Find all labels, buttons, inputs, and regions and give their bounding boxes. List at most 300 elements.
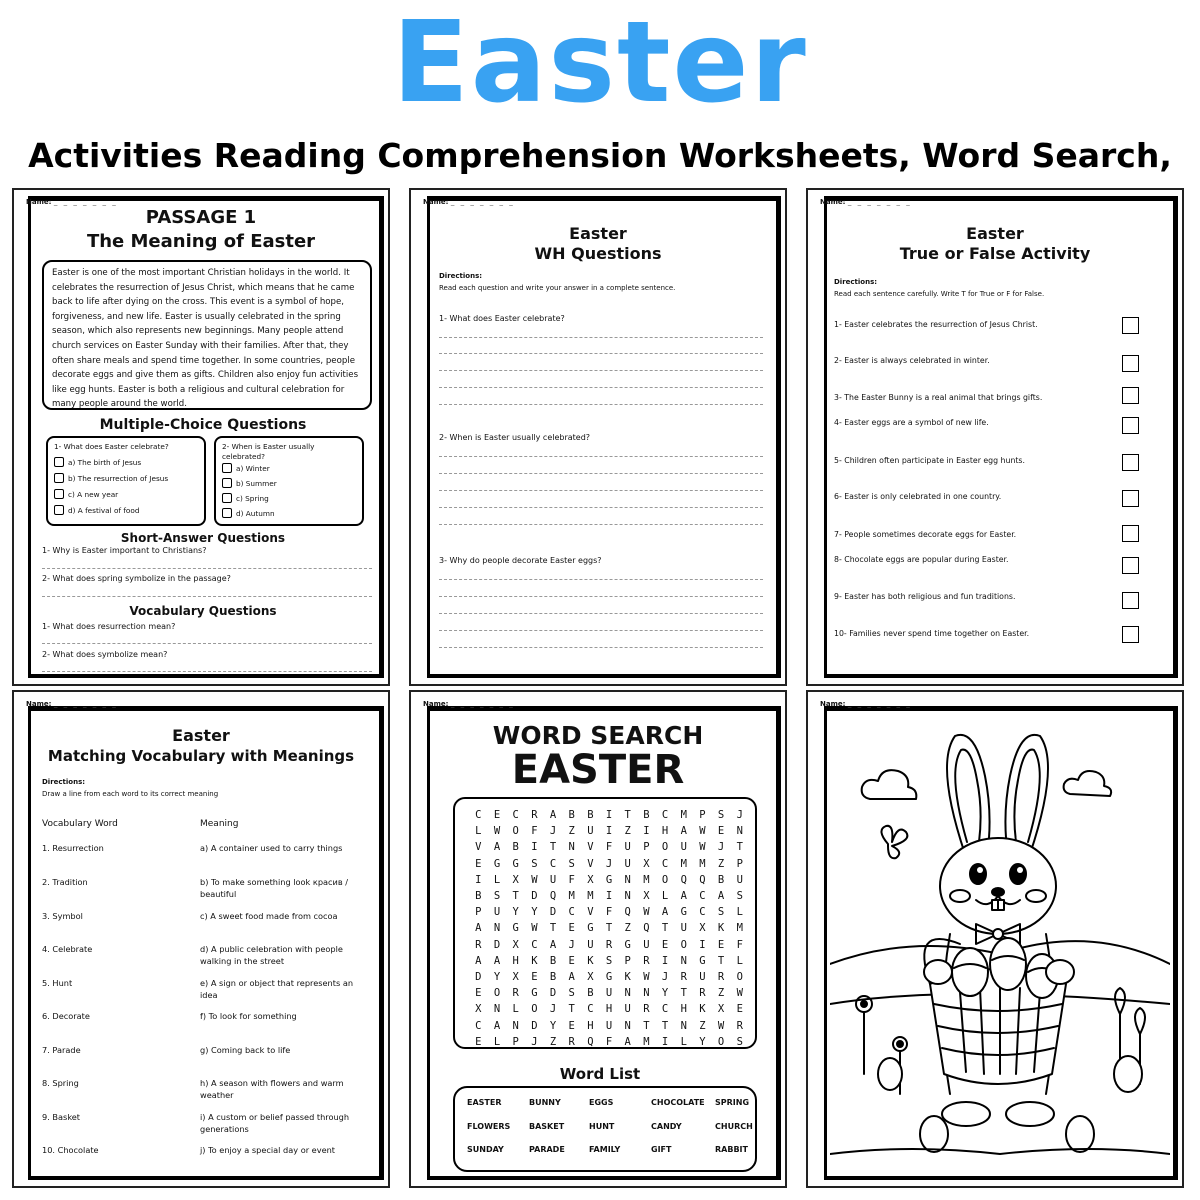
grid-letter[interactable]: S (717, 906, 725, 919)
grid-letter[interactable]: M (587, 890, 594, 902)
grid-letter[interactable]: R (699, 987, 706, 1000)
grid-letter[interactable]: F (605, 841, 613, 854)
grid-letter[interactable]: T (643, 1019, 650, 1032)
grid-letter[interactable]: S (493, 890, 501, 902)
grid-letter[interactable]: V (587, 841, 594, 854)
grid-letter[interactable]: T (549, 841, 557, 854)
grid-letter[interactable]: N (624, 1019, 631, 1032)
grid-letter[interactable]: M (568, 890, 575, 902)
grid-letter[interactable]: N (568, 841, 575, 854)
checkbox[interactable] (54, 505, 64, 515)
checkbox[interactable] (222, 478, 232, 488)
answer-line[interactable] (439, 353, 763, 354)
grid-letter[interactable]: H (680, 1003, 687, 1016)
grid-letter[interactable]: I (699, 938, 706, 951)
grid-letter[interactable]: B (587, 987, 594, 1000)
grid-letter[interactable]: H (512, 954, 519, 967)
grid-letter[interactable]: Q (680, 873, 687, 886)
grid-letter[interactable]: O (531, 1003, 538, 1016)
mcq-option[interactable]: c) Spring (222, 493, 356, 503)
grid-letter[interactable]: Y (661, 987, 669, 1000)
grid-letter[interactable]: P (624, 954, 631, 967)
grid-letter[interactable]: K (624, 971, 631, 983)
grid-letter[interactable]: J (736, 809, 743, 821)
grid-letter[interactable]: D (475, 971, 482, 983)
grid-letter[interactable]: W (531, 922, 538, 935)
grid-letter[interactable]: A (549, 809, 557, 821)
grid-letter[interactable]: J (531, 1035, 538, 1048)
grid-letter[interactable]: W (643, 906, 650, 919)
vocab-word[interactable]: 3. Symbol (42, 911, 83, 921)
grid-letter[interactable]: S (605, 954, 613, 967)
grid-letter[interactable]: J (605, 857, 613, 870)
answer-box[interactable] (1122, 387, 1139, 404)
grid-letter[interactable]: H (605, 1003, 613, 1016)
grid-letter[interactable]: C (587, 1003, 594, 1016)
grid-letter[interactable]: Q (699, 873, 706, 886)
answer-box[interactable] (1122, 525, 1139, 542)
grid-letter[interactable]: U (680, 922, 687, 935)
grid-letter[interactable]: C (661, 1003, 669, 1016)
grid-letter[interactable]: I (605, 809, 613, 821)
grid-letter[interactable]: E (531, 971, 538, 983)
grid-letter[interactable]: G (699, 954, 706, 967)
mcq-option[interactable]: a) The birth of Jesus (54, 457, 198, 467)
grid-row[interactable] (469, 971, 749, 983)
grid-row[interactable] (469, 825, 749, 837)
mcq-option[interactable]: b) Summer (222, 478, 356, 488)
answer-line[interactable] (42, 643, 372, 644)
grid-letter[interactable]: I (475, 873, 482, 886)
checkbox[interactable] (54, 457, 64, 467)
grid-letter[interactable]: R (643, 1003, 650, 1016)
grid-letter[interactable]: G (680, 906, 687, 919)
grid-letter[interactable]: A (475, 954, 482, 967)
grid-letter[interactable]: T (736, 841, 743, 854)
grid-letter[interactable]: P (643, 841, 650, 854)
grid-letter[interactable]: B (587, 809, 594, 821)
grid-letter[interactable]: A (680, 825, 687, 838)
answer-box[interactable] (1122, 355, 1139, 372)
grid-letter[interactable]: R (643, 954, 650, 967)
grid-row[interactable] (469, 1003, 749, 1015)
grid-row[interactable] (469, 874, 749, 886)
grid-letter[interactable]: G (512, 922, 519, 935)
grid-letter[interactable]: U (736, 873, 743, 886)
grid-letter[interactable]: K (717, 922, 725, 935)
grid-letter[interactable]: W (717, 1019, 725, 1032)
grid-letter[interactable]: E (661, 938, 669, 951)
mcq-option[interactable]: d) A festival of food (54, 505, 198, 515)
grid-letter[interactable]: C (661, 809, 669, 821)
checkbox[interactable] (222, 493, 232, 503)
grid-letter[interactable]: W (643, 971, 650, 983)
grid-row[interactable] (469, 858, 749, 870)
grid-letter[interactable]: C (661, 857, 669, 870)
grid-letter[interactable]: R (605, 938, 613, 951)
grid-letter[interactable]: C (699, 890, 706, 902)
grid-letter[interactable]: B (549, 954, 557, 967)
grid-letter[interactable]: T (568, 1003, 575, 1016)
grid-letter[interactable]: Y (549, 1019, 557, 1032)
grid-letter[interactable]: U (605, 1019, 613, 1032)
grid-row[interactable] (469, 1020, 749, 1032)
grid-letter[interactable]: T (680, 987, 687, 1000)
checkbox[interactable] (222, 508, 232, 518)
grid-letter[interactable]: C (475, 809, 482, 821)
grid-letter[interactable]: U (624, 841, 631, 854)
grid-letter[interactable]: A (475, 922, 482, 935)
grid-letter[interactable]: Z (717, 857, 725, 870)
vocab-meaning[interactable]: e) A sign or object that represents an idea (200, 978, 354, 1000)
grid-letter[interactable]: Q (587, 1035, 594, 1048)
easter-bunny-coloring-illustration[interactable] (830, 714, 1170, 1174)
grid-letter[interactable]: D (493, 938, 501, 951)
grid-letter[interactable]: C (568, 906, 575, 919)
grid-letter[interactable]: M (643, 873, 650, 886)
grid-letter[interactable]: Z (549, 1035, 557, 1048)
grid-letter[interactable]: W (699, 841, 706, 854)
grid-letter[interactable]: K (531, 954, 538, 967)
grid-letter[interactable]: I (605, 890, 613, 902)
grid-letter[interactable]: O (680, 938, 687, 951)
grid-letter[interactable]: E (568, 954, 575, 967)
grid-letter[interactable]: J (717, 841, 725, 854)
grid-letter[interactable]: C (512, 809, 519, 821)
grid-letter[interactable]: Z (624, 922, 631, 935)
vocab-meaning[interactable]: c) A sweet food made from cocoa (200, 911, 338, 921)
grid-letter[interactable]: G (512, 857, 519, 870)
answer-line[interactable] (439, 337, 763, 338)
grid-letter[interactable]: R (531, 809, 538, 821)
grid-row[interactable] (469, 906, 749, 918)
vocab-meaning[interactable]: d) A public celebration with people walking in the street (200, 944, 343, 966)
vocab-meaning[interactable]: g) Coming back to life (200, 1045, 291, 1055)
grid-letter[interactable]: C (531, 938, 538, 951)
grid-letter[interactable]: A (549, 938, 557, 951)
grid-letter[interactable]: L (736, 954, 743, 967)
grid-letter[interactable]: X (717, 1003, 725, 1016)
grid-letter[interactable]: P (512, 1035, 519, 1048)
grid-letter[interactable]: S (736, 1035, 743, 1048)
vocab-meaning[interactable]: f) To look for something (200, 1011, 297, 1021)
grid-letter[interactable]: E (475, 1035, 482, 1048)
grid-letter[interactable]: I (643, 825, 650, 838)
grid-letter[interactable]: X (643, 857, 650, 870)
grid-letter[interactable]: H (661, 825, 669, 838)
grid-letter[interactable]: T (717, 954, 725, 967)
grid-letter[interactable]: E (717, 825, 725, 838)
grid-letter[interactable]: G (531, 987, 538, 1000)
answer-line[interactable] (439, 490, 763, 491)
letter-grid[interactable] (453, 797, 757, 1049)
grid-letter[interactable]: T (661, 922, 669, 935)
grid-letter[interactable]: B (475, 890, 482, 902)
grid-letter[interactable]: J (549, 1003, 557, 1016)
grid-letter[interactable]: Z (568, 825, 575, 838)
grid-letter[interactable]: R (475, 938, 482, 951)
grid-letter[interactable]: U (624, 857, 631, 870)
grid-letter[interactable]: Z (624, 825, 631, 838)
grid-letter[interactable]: U (549, 873, 557, 886)
answer-box[interactable] (1122, 490, 1139, 507)
grid-letter[interactable]: E (717, 938, 725, 951)
grid-letter[interactable]: G (493, 857, 501, 870)
grid-letter[interactable]: N (493, 922, 501, 935)
grid-letter[interactable]: M (699, 857, 706, 870)
grid-letter[interactable]: Q (643, 922, 650, 935)
grid-letter[interactable]: U (605, 987, 613, 1000)
grid-letter[interactable]: U (587, 825, 594, 838)
grid-letter[interactable]: M (680, 809, 687, 821)
grid-letter[interactable]: N (624, 987, 631, 1000)
grid-letter[interactable]: K (699, 1003, 706, 1016)
grid-letter[interactable]: O (512, 825, 519, 838)
grid-letter[interactable]: O (493, 987, 501, 1000)
grid-letter[interactable]: G (605, 873, 613, 886)
grid-letter[interactable]: X (643, 890, 650, 902)
grid-letter[interactable]: A (661, 906, 669, 919)
grid-letter[interactable]: X (587, 971, 594, 983)
answer-line[interactable] (439, 456, 763, 457)
grid-letter[interactable]: U (624, 1003, 631, 1016)
mcq-option[interactable]: b) The resurrection of Jesus (54, 473, 198, 483)
grid-letter[interactable]: S (736, 890, 743, 902)
grid-row[interactable] (469, 809, 749, 821)
grid-row[interactable] (469, 922, 749, 934)
grid-letter[interactable]: X (512, 873, 519, 886)
vocab-meaning[interactable]: i) A custom or belief passed through generations (200, 1112, 350, 1134)
grid-letter[interactable]: C (699, 906, 706, 919)
grid-letter[interactable]: D (531, 1019, 538, 1032)
grid-letter[interactable]: U (587, 938, 594, 951)
grid-letter[interactable]: F (605, 1035, 613, 1048)
grid-letter[interactable]: J (549, 825, 557, 838)
grid-letter[interactable]: X (512, 938, 519, 951)
answer-line[interactable] (439, 630, 763, 631)
vocab-word[interactable]: 2. Tradition (42, 877, 88, 887)
grid-letter[interactable]: N (512, 1019, 519, 1032)
grid-letter[interactable]: B (643, 809, 650, 821)
grid-letter[interactable]: T (512, 890, 519, 902)
grid-letter[interactable]: Z (699, 1019, 706, 1032)
grid-letter[interactable]: S (531, 857, 538, 870)
grid-letter[interactable]: R (736, 1019, 743, 1032)
grid-letter[interactable]: Q (624, 906, 631, 919)
grid-letter[interactable]: C (549, 857, 557, 870)
answer-line[interactable] (42, 568, 372, 569)
grid-letter[interactable]: E (493, 809, 501, 821)
grid-letter[interactable]: W (699, 825, 706, 838)
checkbox[interactable] (222, 463, 232, 473)
grid-letter[interactable]: V (587, 857, 594, 870)
grid-letter[interactable]: E (568, 1019, 575, 1032)
grid-letter[interactable]: D (549, 987, 557, 1000)
grid-letter[interactable]: F (531, 825, 538, 838)
vocab-word[interactable]: 7. Parade (42, 1045, 81, 1055)
grid-letter[interactable]: T (661, 1019, 669, 1032)
grid-letter[interactable]: A (717, 890, 725, 902)
grid-letter[interactable]: U (643, 938, 650, 951)
mcq-option[interactable]: c) A new year (54, 489, 198, 499)
grid-letter[interactable]: X (475, 1003, 482, 1016)
grid-letter[interactable]: G (587, 922, 594, 935)
answer-line[interactable] (439, 613, 763, 614)
checkbox[interactable] (54, 489, 64, 499)
answer-line[interactable] (439, 404, 763, 405)
vocab-word[interactable]: 5. Hunt (42, 978, 73, 988)
grid-letter[interactable]: N (624, 890, 631, 902)
grid-letter[interactable]: Y (531, 906, 538, 919)
grid-letter[interactable]: I (531, 841, 538, 854)
answer-box[interactable] (1122, 417, 1139, 434)
answer-box[interactable] (1122, 317, 1139, 334)
grid-letter[interactable]: C (475, 1019, 482, 1032)
answer-box[interactable] (1122, 557, 1139, 574)
grid-letter[interactable]: V (587, 906, 594, 919)
grid-letter[interactable]: S (568, 987, 575, 1000)
answer-line[interactable] (439, 370, 763, 371)
grid-letter[interactable]: U (699, 971, 706, 983)
grid-letter[interactable]: B (568, 809, 575, 821)
grid-letter[interactable]: A (493, 841, 501, 854)
grid-letter[interactable]: R (680, 971, 687, 983)
grid-letter[interactable]: L (736, 906, 743, 919)
grid-letter[interactable]: U (680, 841, 687, 854)
grid-letter[interactable]: E (475, 987, 482, 1000)
mcq-option[interactable]: d) Autumn (222, 508, 356, 518)
grid-letter[interactable]: N (680, 1019, 687, 1032)
answer-line[interactable] (439, 579, 763, 580)
grid-row[interactable] (469, 841, 749, 853)
vocab-meaning[interactable]: j) To enjoy a special day or event (200, 1145, 335, 1155)
grid-letter[interactable]: A (680, 890, 687, 902)
vocab-meaning[interactable]: b) To make something look красив / beautiful (200, 877, 349, 899)
grid-letter[interactable]: L (493, 1035, 501, 1048)
grid-letter[interactable]: Y (512, 906, 519, 919)
answer-line[interactable] (439, 647, 763, 648)
grid-letter[interactable]: T (605, 922, 613, 935)
grid-letter[interactable]: O (717, 1035, 725, 1048)
grid-row[interactable] (469, 987, 749, 999)
grid-letter[interactable]: W (493, 825, 501, 838)
grid-letter[interactable]: L (680, 1035, 687, 1048)
grid-letter[interactable]: V (475, 841, 482, 854)
grid-letter[interactable]: J (661, 971, 669, 983)
grid-letter[interactable]: O (736, 971, 743, 983)
answer-line[interactable] (439, 507, 763, 508)
grid-letter[interactable]: H (587, 1019, 594, 1032)
grid-letter[interactable]: J (568, 938, 575, 951)
grid-letter[interactable]: K (587, 954, 594, 967)
grid-letter[interactable]: E (475, 857, 482, 870)
grid-row[interactable] (469, 939, 749, 951)
answer-box[interactable] (1122, 454, 1139, 471)
grid-letter[interactable]: D (549, 906, 557, 919)
grid-letter[interactable]: L (493, 873, 501, 886)
grid-letter[interactable]: N (493, 1003, 501, 1016)
grid-letter[interactable]: B (512, 841, 519, 854)
grid-letter[interactable]: L (512, 1003, 519, 1016)
grid-letter[interactable]: W (736, 987, 743, 1000)
grid-letter[interactable]: G (605, 971, 613, 983)
answer-line[interactable] (42, 596, 372, 597)
grid-letter[interactable]: A (493, 954, 501, 967)
vocab-word[interactable]: 6. Decorate (42, 1011, 90, 1021)
grid-letter[interactable]: M (736, 922, 743, 935)
grid-letter[interactable]: B (717, 873, 725, 886)
vocab-word[interactable]: 10. Chocolate (42, 1145, 99, 1155)
grid-letter[interactable]: M (643, 1035, 650, 1048)
grid-letter[interactable]: B (549, 971, 557, 983)
grid-letter[interactable]: O (661, 841, 669, 854)
grid-letter[interactable]: W (531, 873, 538, 886)
grid-letter[interactable]: L (475, 825, 482, 838)
grid-letter[interactable]: T (624, 809, 631, 821)
answer-box[interactable] (1122, 592, 1139, 609)
grid-letter[interactable]: X (587, 873, 594, 886)
grid-letter[interactable]: I (661, 954, 669, 967)
grid-letter[interactable]: N (680, 954, 687, 967)
grid-letter[interactable]: A (568, 971, 575, 983)
grid-letter[interactable]: R (512, 987, 519, 1000)
grid-letter[interactable]: X (512, 971, 519, 983)
answer-line[interactable] (439, 596, 763, 597)
answer-line[interactable] (439, 524, 763, 525)
grid-letter[interactable]: M (680, 857, 687, 870)
grid-letter[interactable]: Q (549, 890, 557, 902)
grid-letter[interactable]: U (493, 906, 501, 919)
answer-line[interactable] (42, 671, 372, 672)
grid-letter[interactable]: X (699, 922, 706, 935)
vocab-word[interactable]: 4. Celebrate (42, 944, 93, 954)
grid-letter[interactable]: A (624, 1035, 631, 1048)
answer-line[interactable] (439, 473, 763, 474)
checkbox[interactable] (54, 473, 64, 483)
answer-line[interactable] (439, 387, 763, 388)
grid-letter[interactable]: S (717, 809, 725, 821)
grid-row[interactable] (469, 955, 749, 967)
grid-letter[interactable]: F (736, 938, 743, 951)
grid-letter[interactable]: Z (717, 987, 725, 1000)
grid-letter[interactable]: E (568, 922, 575, 935)
grid-letter[interactable]: N (736, 825, 743, 838)
grid-letter[interactable]: I (605, 825, 613, 838)
grid-letter[interactable]: O (661, 873, 669, 886)
grid-letter[interactable]: S (568, 857, 575, 870)
grid-row[interactable] (469, 1036, 749, 1048)
answer-box[interactable] (1122, 626, 1139, 643)
mcq-option[interactable]: a) Winter (222, 463, 356, 473)
grid-letter[interactable]: R (568, 1035, 575, 1048)
grid-letter[interactable]: P (475, 906, 482, 919)
grid-letter[interactable]: P (736, 857, 743, 870)
vocab-word[interactable]: 8. Spring (42, 1078, 79, 1088)
grid-letter[interactable]: D (531, 890, 538, 902)
grid-letter[interactable]: Y (699, 1035, 706, 1048)
grid-letter[interactable]: R (717, 971, 725, 983)
grid-letter[interactable]: A (493, 1019, 501, 1032)
grid-letter[interactable]: P (699, 809, 706, 821)
grid-letter[interactable]: Y (493, 971, 501, 983)
grid-letter[interactable]: F (605, 906, 613, 919)
grid-letter[interactable]: I (661, 1035, 669, 1048)
vocab-meaning[interactable]: a) A container used to carry things (200, 843, 343, 853)
grid-letter[interactable]: N (624, 873, 631, 886)
grid-letter[interactable]: E (736, 1003, 743, 1016)
grid-letter[interactable]: T (549, 922, 557, 935)
grid-letter[interactable]: N (643, 987, 650, 1000)
